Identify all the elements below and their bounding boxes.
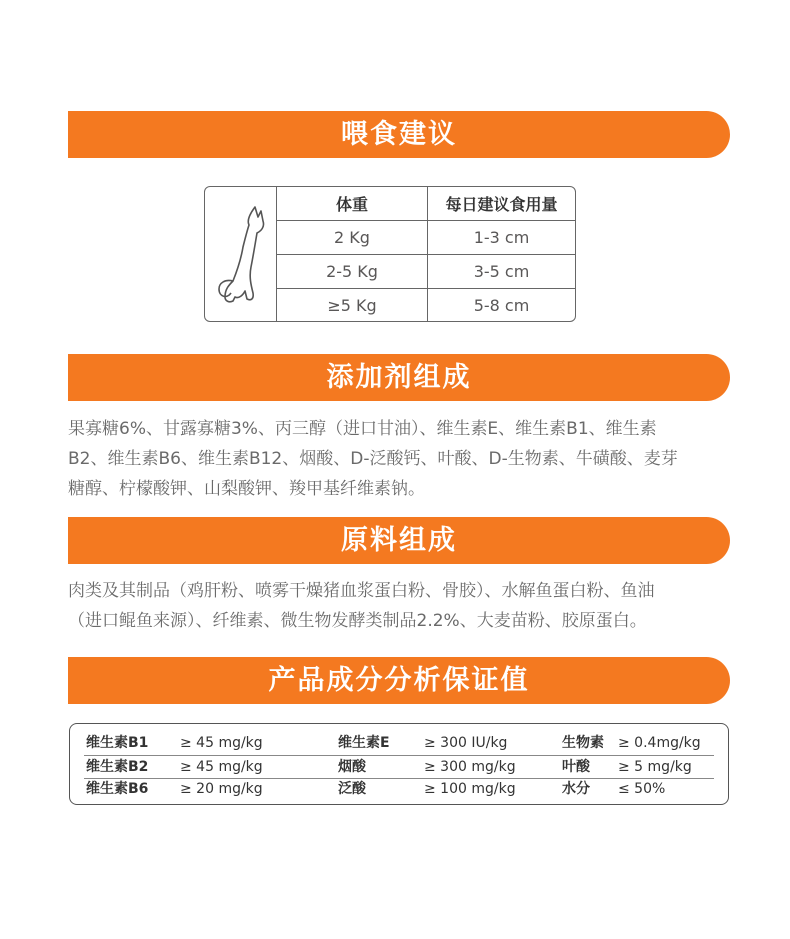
feeding-grid (277, 187, 575, 322)
text-line: （进口鲲鱼来源）、纤维素、微生物发酵类制品2.2%、大麦苗粉、胶原蛋白。 (68, 611, 647, 631)
analysis-table (69, 723, 729, 805)
table-row (277, 221, 575, 255)
feeding-title: 喂食建议 (341, 119, 457, 150)
analysis-title: 产品成分分析保证值 (268, 665, 530, 696)
analysis-label: 维生素B1 (86, 735, 149, 751)
analysis-value: ≥ 300 IU/kg (424, 735, 508, 751)
ingredients-title: 原料组成 (341, 525, 457, 556)
text-line: 肉类及其制品（鸡肝粉、喷雾干燥猪血浆蛋白粉、骨胶）、水解鱼蛋白粉、鱼油 (68, 581, 655, 601)
analysis-value: ≥ 20 mg/kg (180, 781, 263, 797)
feeding-banner (68, 111, 730, 158)
additives-text (68, 414, 732, 504)
header-daily-amount: 每日建议食用量 (428, 187, 576, 221)
analysis-value: ≥ 0.4mg/kg (618, 735, 701, 751)
analysis-value: ≥ 300 mg/kg (424, 759, 516, 775)
analysis-label: 维生素B2 (86, 759, 149, 775)
analysis-value: ≥ 45 mg/kg (180, 759, 263, 775)
text-line: B2、维生素B6、维生素B12、烟酸、D-泛酸钙、叶酸、D-生物素、牛磺酸、麦芽 (68, 449, 678, 469)
analysis-label: 烟酸 (338, 759, 366, 775)
table-row (277, 255, 575, 289)
amount-cell: 1-3 cm (428, 221, 576, 255)
analysis-value: ≥ 100 mg/kg (424, 781, 516, 797)
weight-cell: 2 Kg (277, 221, 428, 255)
table-header-row (277, 187, 575, 221)
weight-cell: 2-5 Kg (277, 255, 428, 289)
weight-cell: ≥5 Kg (277, 289, 428, 323)
analysis-label: 维生素B6 (86, 781, 149, 797)
ingredients-banner (68, 517, 730, 564)
amount-cell: 3-5 cm (428, 255, 576, 289)
feeding-table (204, 186, 576, 322)
ingredients-text (68, 576, 732, 636)
analysis-value: ≤ 50% (618, 781, 666, 797)
analysis-label: 叶酸 (562, 759, 590, 775)
row-divider (84, 755, 714, 756)
text-line: 果寡糖6%、甘露寡糖3%、丙三醇（进口甘油）、维生素E、维生素B1、维生素 (68, 419, 657, 439)
additives-banner (68, 354, 730, 401)
analysis-value: ≥ 5 mg/kg (618, 759, 692, 775)
cat-cell (205, 187, 277, 321)
analysis-label: 水分 (562, 781, 590, 797)
text-line: 糖醇、柠檬酸钾、山梨酸钾、羧甲基纤维素钠。 (68, 479, 425, 499)
analysis-label: 维生素E (338, 735, 390, 751)
table-row (277, 289, 575, 323)
amount-cell: 5-8 cm (473, 296, 530, 315)
header-weight: 体重 (277, 187, 428, 221)
cat-silhouette-icon (211, 201, 271, 311)
analysis-banner (68, 657, 730, 704)
analysis-label: 生物素 (562, 735, 604, 751)
additives-title: 添加剂组成 (326, 362, 472, 393)
analysis-label: 泛酸 (338, 781, 366, 797)
analysis-value: ≥ 45 mg/kg (180, 735, 263, 751)
